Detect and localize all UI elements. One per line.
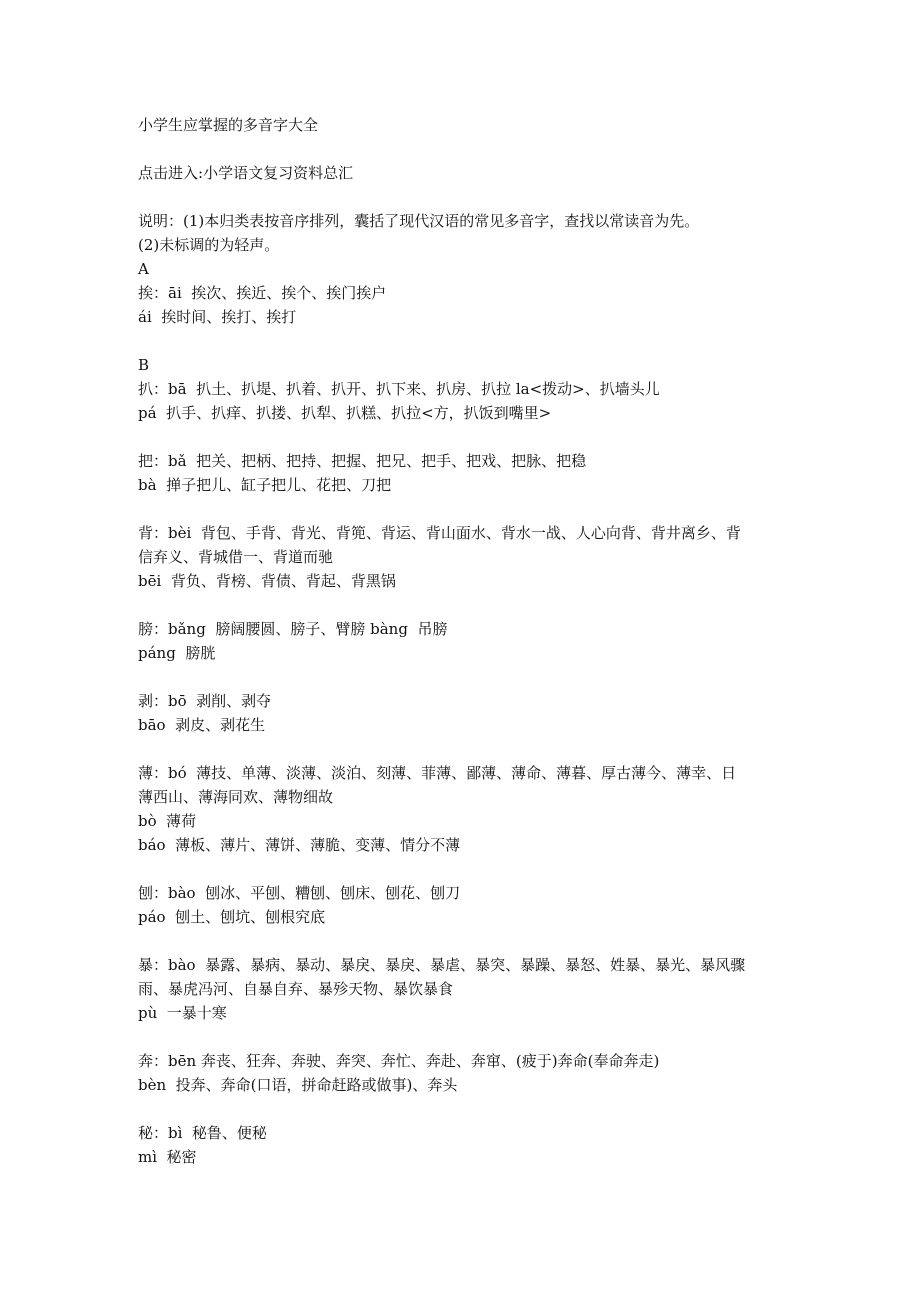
entry-line: 扒：bā 扒土、扒堤、扒着、扒开、扒下来、扒房、扒拉 la<拨动>、扒墙头儿 (138, 380, 660, 398)
spacer (138, 1097, 798, 1121)
spacer (138, 857, 798, 881)
link-prefix: 点击进入: (138, 164, 204, 182)
spacer (138, 1025, 798, 1049)
spacer (138, 329, 798, 353)
spacer (138, 737, 798, 761)
document-body (138, 113, 798, 1169)
entry-line: bēi 背负、背榜、背债、背起、背黑锅 (138, 572, 396, 590)
entry-line: 背：bèi 背包、手背、背光、背篼、背运、背山面水、背水一战、人心向背、背井离乡、背 (138, 524, 741, 542)
entry-line: 雨、暴虎冯河、自暴自弃、暴殄天物、暴饮暴食 (138, 980, 454, 998)
entry-line: pù 一暴十寒 (138, 1004, 227, 1022)
entry-line: páo 刨土、刨坑、刨根究底 (138, 908, 326, 926)
spacer (138, 425, 798, 449)
entry-line: bò 薄荷 (138, 812, 197, 830)
spacer (138, 929, 798, 953)
spacer (138, 665, 798, 689)
document-title: 小学生应掌握的多音字大全 (138, 116, 319, 134)
entry-line: 信弃义、背城借一、背道而驰 (138, 548, 334, 566)
link-line (138, 161, 798, 185)
entry-line: 剥：bō 剥削、剥夺 (138, 692, 272, 710)
section-letter-b: B (138, 356, 150, 374)
entry-line: 挨：āi 挨次、挨近、挨个、挨门挨户 (138, 284, 387, 302)
spacer (138, 137, 798, 161)
spacer (138, 185, 798, 209)
entry-line: 薄西山、薄海同欢、薄物细故 (138, 788, 334, 806)
entry-line: báo 薄板、薄片、薄饼、薄脆、变薄、情分不薄 (138, 836, 461, 854)
entry-line: 秘：bì 秘鲁、便秘 (138, 1124, 267, 1142)
review-materials-link[interactable]: 小学语文复习资料总汇 (203, 164, 354, 182)
spacer (138, 497, 798, 521)
entry-line: 暴：bào 暴露、暴病、暴动、暴戾、暴戾、暴虐、暴突、暴躁、暴怒、姓暴、暴光、暴风骤 (138, 956, 746, 974)
note-line-1: 说明：(1)本归类表按音序排列，囊括了现代汉语的常见多音字，查找以常读音为先。 (138, 212, 700, 230)
entry-line: bāo 剥皮、剥花生 (138, 716, 266, 734)
entry-line: pá 扒手、扒痒、扒搂、扒犁、扒糕、扒拉<方，扒饭到嘴里> (138, 404, 552, 422)
entry-line: bèn 投奔、奔命(口语，拼命赶路或做事)、奔头 (138, 1076, 458, 1094)
entry-line: 刨：bào 刨冰、平刨、糟刨、刨床、刨花、刨刀 (138, 884, 461, 902)
entry-line: 把：bǎ 把关、把柄、把持、把握、把兄、把手、把戏、把脉、把稳 (138, 452, 587, 470)
section-letter-a: A (138, 260, 149, 278)
entry-line: 奔：bēn 奔丧、狂奔、奔驶、奔突、奔忙、奔赴、奔窜、(疲于)奔命(奉命奔走) (138, 1052, 660, 1070)
entry-line: páng 膀胱 (138, 644, 216, 662)
entry-line: 膀：bǎng 膀阔腰圆、膀子、臂膀 bàng 吊膀 (138, 620, 448, 638)
entry-line: ái 挨时间、挨打、挨打 (138, 308, 297, 326)
entry-line: mì 秘密 (138, 1148, 197, 1166)
entry-line: 薄：bó 薄技、单薄、淡薄、淡泊、刻薄、菲薄、鄙薄、薄命、薄暮、厚古薄今、薄幸、日 (138, 764, 737, 782)
spacer (138, 593, 798, 617)
note-line-2: (2)未标调的为轻声。 (138, 236, 280, 254)
entry-line: bà 掸子把儿、缸子把儿、花把、刀把 (138, 476, 392, 494)
